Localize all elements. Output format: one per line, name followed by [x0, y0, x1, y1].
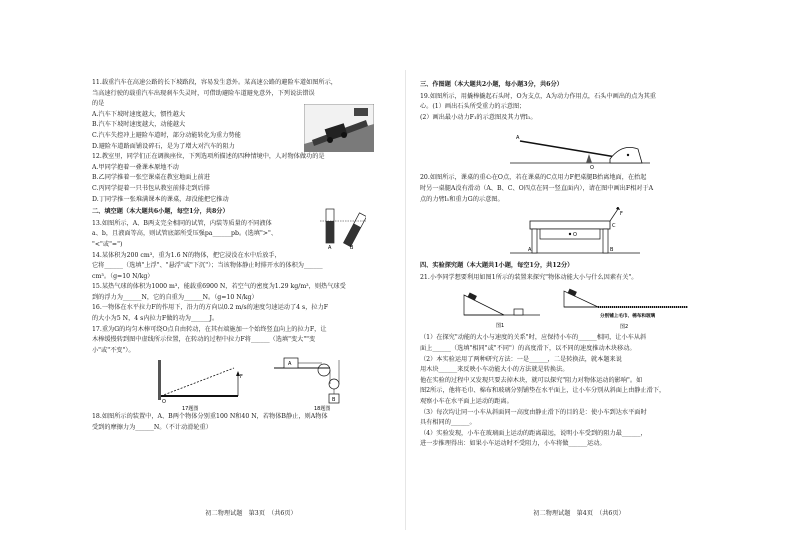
section-2-heading: 二、填空题（本大题共6小题，每空1分，共8分）: [92, 208, 229, 216]
q19-line: 19.如图所示，用撬棒撬起石头时，O为支点，A为动力作用点，石头中画出的点为其重: [420, 92, 656, 100]
q21-part3-line: 具有相同的______。: [420, 419, 476, 427]
figures-17-18: [92, 356, 410, 412]
experiment-figures: [420, 283, 738, 333]
q17-line: 木棒缓慢转到图中虚线所示位置，在转动的过程中拉力F将______（选填"变大""变: [92, 336, 316, 344]
q19-line: 心。(1）画出石头所受重力的示意图；: [420, 103, 526, 111]
q20-line: 20.如图所示，课桌的重心在O点，若在课桌的C点用力F把桌腿B抬离地面，在抬起: [420, 174, 647, 182]
q11-option-d: D.避险车道路面铺设碎石，是为了增大对汽车的阻力: [92, 142, 235, 150]
q15-line: 15.某热气球的体积为1000 m³，能载重6900 N，若空气的密度为1.29 kg/m³，则热气球受: [92, 283, 346, 291]
q18-line: 受到的摩擦力为______N。（不计动滑轮重）: [92, 424, 212, 432]
q21-part1-line: 面上______（选填"相同"或"不同"）的高度滑下，以不同的速度推动木块移动。: [420, 344, 636, 352]
q21-paragraph-line: 图2所示，他将毛巾、棉布和玻璃分别铺垫在水平面上，让小车分别从斜面上由静止滑下，: [420, 387, 666, 395]
q12-option-d: D.丁同学推一张堆满课本的课桌，却没能把它推动: [92, 195, 229, 203]
svg-text:B: B: [610, 247, 614, 254]
svg-text:F: F: [620, 211, 623, 218]
q11-option-b: B.汽车下坡时速度越大，动能越大: [92, 121, 186, 129]
q17-line: 17.重为G的均匀木棒可绕O点自由转动，在其右端施加一个始终竖直向上的拉力F，让: [92, 325, 327, 333]
question-17: [92, 325, 410, 357]
q15-line: 到的浮力为______N，它的自重为______N。（g=10 N/kg）: [92, 293, 258, 301]
q20-line: 时另一桌腿A没有滑动（A、B、C、O四点在同一竖直面内），请在图中画出F相对于A: [420, 184, 654, 192]
q19-line: (2）画出最小动力F₁的示意图及其力臂l₁。: [420, 113, 537, 121]
pulley-figure-18: [274, 354, 354, 412]
q13-line: 13.如图所示，A、B两支完全相同的试管，内装等质量的不同液体: [92, 219, 272, 227]
q12-option-c: C.丙同学提着一只书包从教室前排走到后排: [92, 184, 210, 192]
q14-line: cm³。（g=10 N/kg）: [92, 272, 154, 280]
q21-part2-line: （2）本实验运用了两种研究方法：一是______，二是转换法，就本题来说: [420, 355, 622, 363]
question-14: [92, 251, 410, 283]
q13-line: "<"或"="): [92, 240, 123, 248]
q21-paragraph-line: 观察小车在水平面上运动的距离。: [420, 397, 513, 405]
fig1-caption: 图1: [496, 323, 505, 330]
crowbar-figure-area: [420, 123, 738, 173]
q12-option-a: A.甲同学抱着一叠课本原地不动: [92, 163, 179, 171]
section-4-heading: 四、实验探究题（本大题共1小题，每空1分，共12分）: [420, 262, 574, 270]
q21-intro: 21.小李同学想要利用如图1所示的装置来探究"物体动能大小与什么因素有关"。: [420, 273, 638, 281]
fig2-label: 分别铺上毛巾、棉布和玻璃: [600, 314, 656, 320]
crowbar-figure: [510, 123, 650, 171]
question-13: [92, 219, 410, 251]
page-3: [92, 78, 410, 518]
svg-text:B: B: [350, 244, 354, 249]
page-4: [420, 78, 738, 518]
q16-line: 的大小为5 N，4 s内拉力F做的功为______J。: [92, 315, 219, 323]
escape-lane-photo: [304, 104, 374, 152]
q21-paragraph-line: 他在实验的过程中又发现只要去掉木块，就可以探究"阻力对物体运动的影响"。如: [420, 376, 643, 384]
q14-line: 它将______（选填"上浮"、"悬浮"或"下沉"）；当该物体静止时排开水的体积为______: [92, 262, 323, 270]
svg-text:C: C: [612, 223, 616, 230]
page-4-footer: 初二物理试题 第4页 （共6页）: [533, 510, 625, 518]
question-11: [92, 78, 410, 152]
q20-line: 点的力臂l₁和重力G的示意图。: [420, 195, 504, 203]
svg-text:O: O: [162, 399, 166, 406]
question-16: [92, 303, 410, 324]
q18-line: 18.如图所示的装置中，A、B两个物体分别重100 N和40 N，若物体B静止，则A物体: [92, 413, 328, 421]
fig2-caption: 图2: [620, 324, 629, 331]
question-12: [92, 152, 410, 205]
svg-text:A: A: [516, 135, 520, 142]
svg-text:A: A: [528, 247, 532, 254]
q13-line: a、b，且液面等高，则试管底部所受压强pa______pb。(选填">"、: [92, 230, 278, 238]
question-18: [92, 412, 410, 433]
lever-figure-17: [154, 356, 244, 412]
test-tubes-figure: [320, 207, 366, 249]
svg-text:A: A: [288, 361, 292, 368]
question-21: [420, 273, 738, 450]
svg-text:O: O: [590, 165, 594, 172]
q21-part2-line: 用木块______来反映小车动能大小的方法就是转换法。: [420, 366, 569, 374]
q11-line: 11.载重汽车在高速公路的长下坡路段，容易发生意外。某高速公路的避险车道如图所示，: [92, 79, 337, 86]
fig18-caption: 18题图: [314, 406, 331, 413]
question-15: [92, 282, 410, 303]
svg-text:O: O: [573, 232, 577, 239]
svg-text:F: F: [240, 374, 243, 381]
q17-line: 小"或"不变"）。: [92, 346, 135, 354]
q11-line: 的是: [92, 100, 105, 108]
q21-part3-line: （3）每次均让同一小车从斜面同一高度由静止滑下的目的是：使小车到达水平面时: [420, 408, 647, 416]
q21-part4-line: 进一步推理得出：如果小车运动时不受阻力，小车将做______运动。: [420, 440, 606, 448]
q11-option-a: A.汽车下坡时速度越大，惯性越大: [92, 110, 186, 118]
q11-line: 当高速行驶的载重汽车出现刹车失灵时，可借助避险车道避免意外，下列说法错误: [92, 89, 315, 97]
section-3-heading: 三、作图题（本大题共2小题，每小题3分，共6分）: [420, 81, 563, 88]
question-19: [420, 92, 738, 124]
desk-figure-area: [420, 205, 738, 259]
q12-option-b: B.乙同学推着一张空课桌在教室地面上前进: [92, 174, 210, 182]
desk-figure: [510, 207, 640, 257]
svg-text:A: A: [328, 244, 332, 249]
figure-2: [560, 285, 690, 331]
question-20: [420, 173, 738, 205]
q16-line: 16.一物体在水平拉力F的作用下，沿力的方向以0.2 m/s的速度匀速运动了4 s，拉力F: [92, 304, 329, 312]
svg-text:B: B: [332, 397, 336, 404]
q12-line: 12.教室里，同学们正在调换座位，下列选项所描述的四种情境中，人对物体做功的是: [92, 153, 325, 161]
q21-part1-line: （1）在探究"动能的大小与速度的关系"时，应保持小车的______相同，让小车从斜: [420, 334, 647, 342]
q11-option-c: C.汽车失控冲上避险车道时，部分动能转化为重力势能: [92, 131, 241, 139]
q14-line: 14.某体积为200 cm³，重为1.6 N的物体，把它浸没在水中后放手，: [92, 251, 281, 259]
figure-1: [460, 285, 540, 331]
fig17-caption: 17题图: [182, 406, 199, 413]
page-3-footer: 初二物理试题 第3页 （共6页）: [205, 510, 297, 518]
q21-part4-line: （4）实验发现，小车在玻璃面上运动的距离最远，说明小车受到的阻力最______，: [420, 429, 647, 437]
